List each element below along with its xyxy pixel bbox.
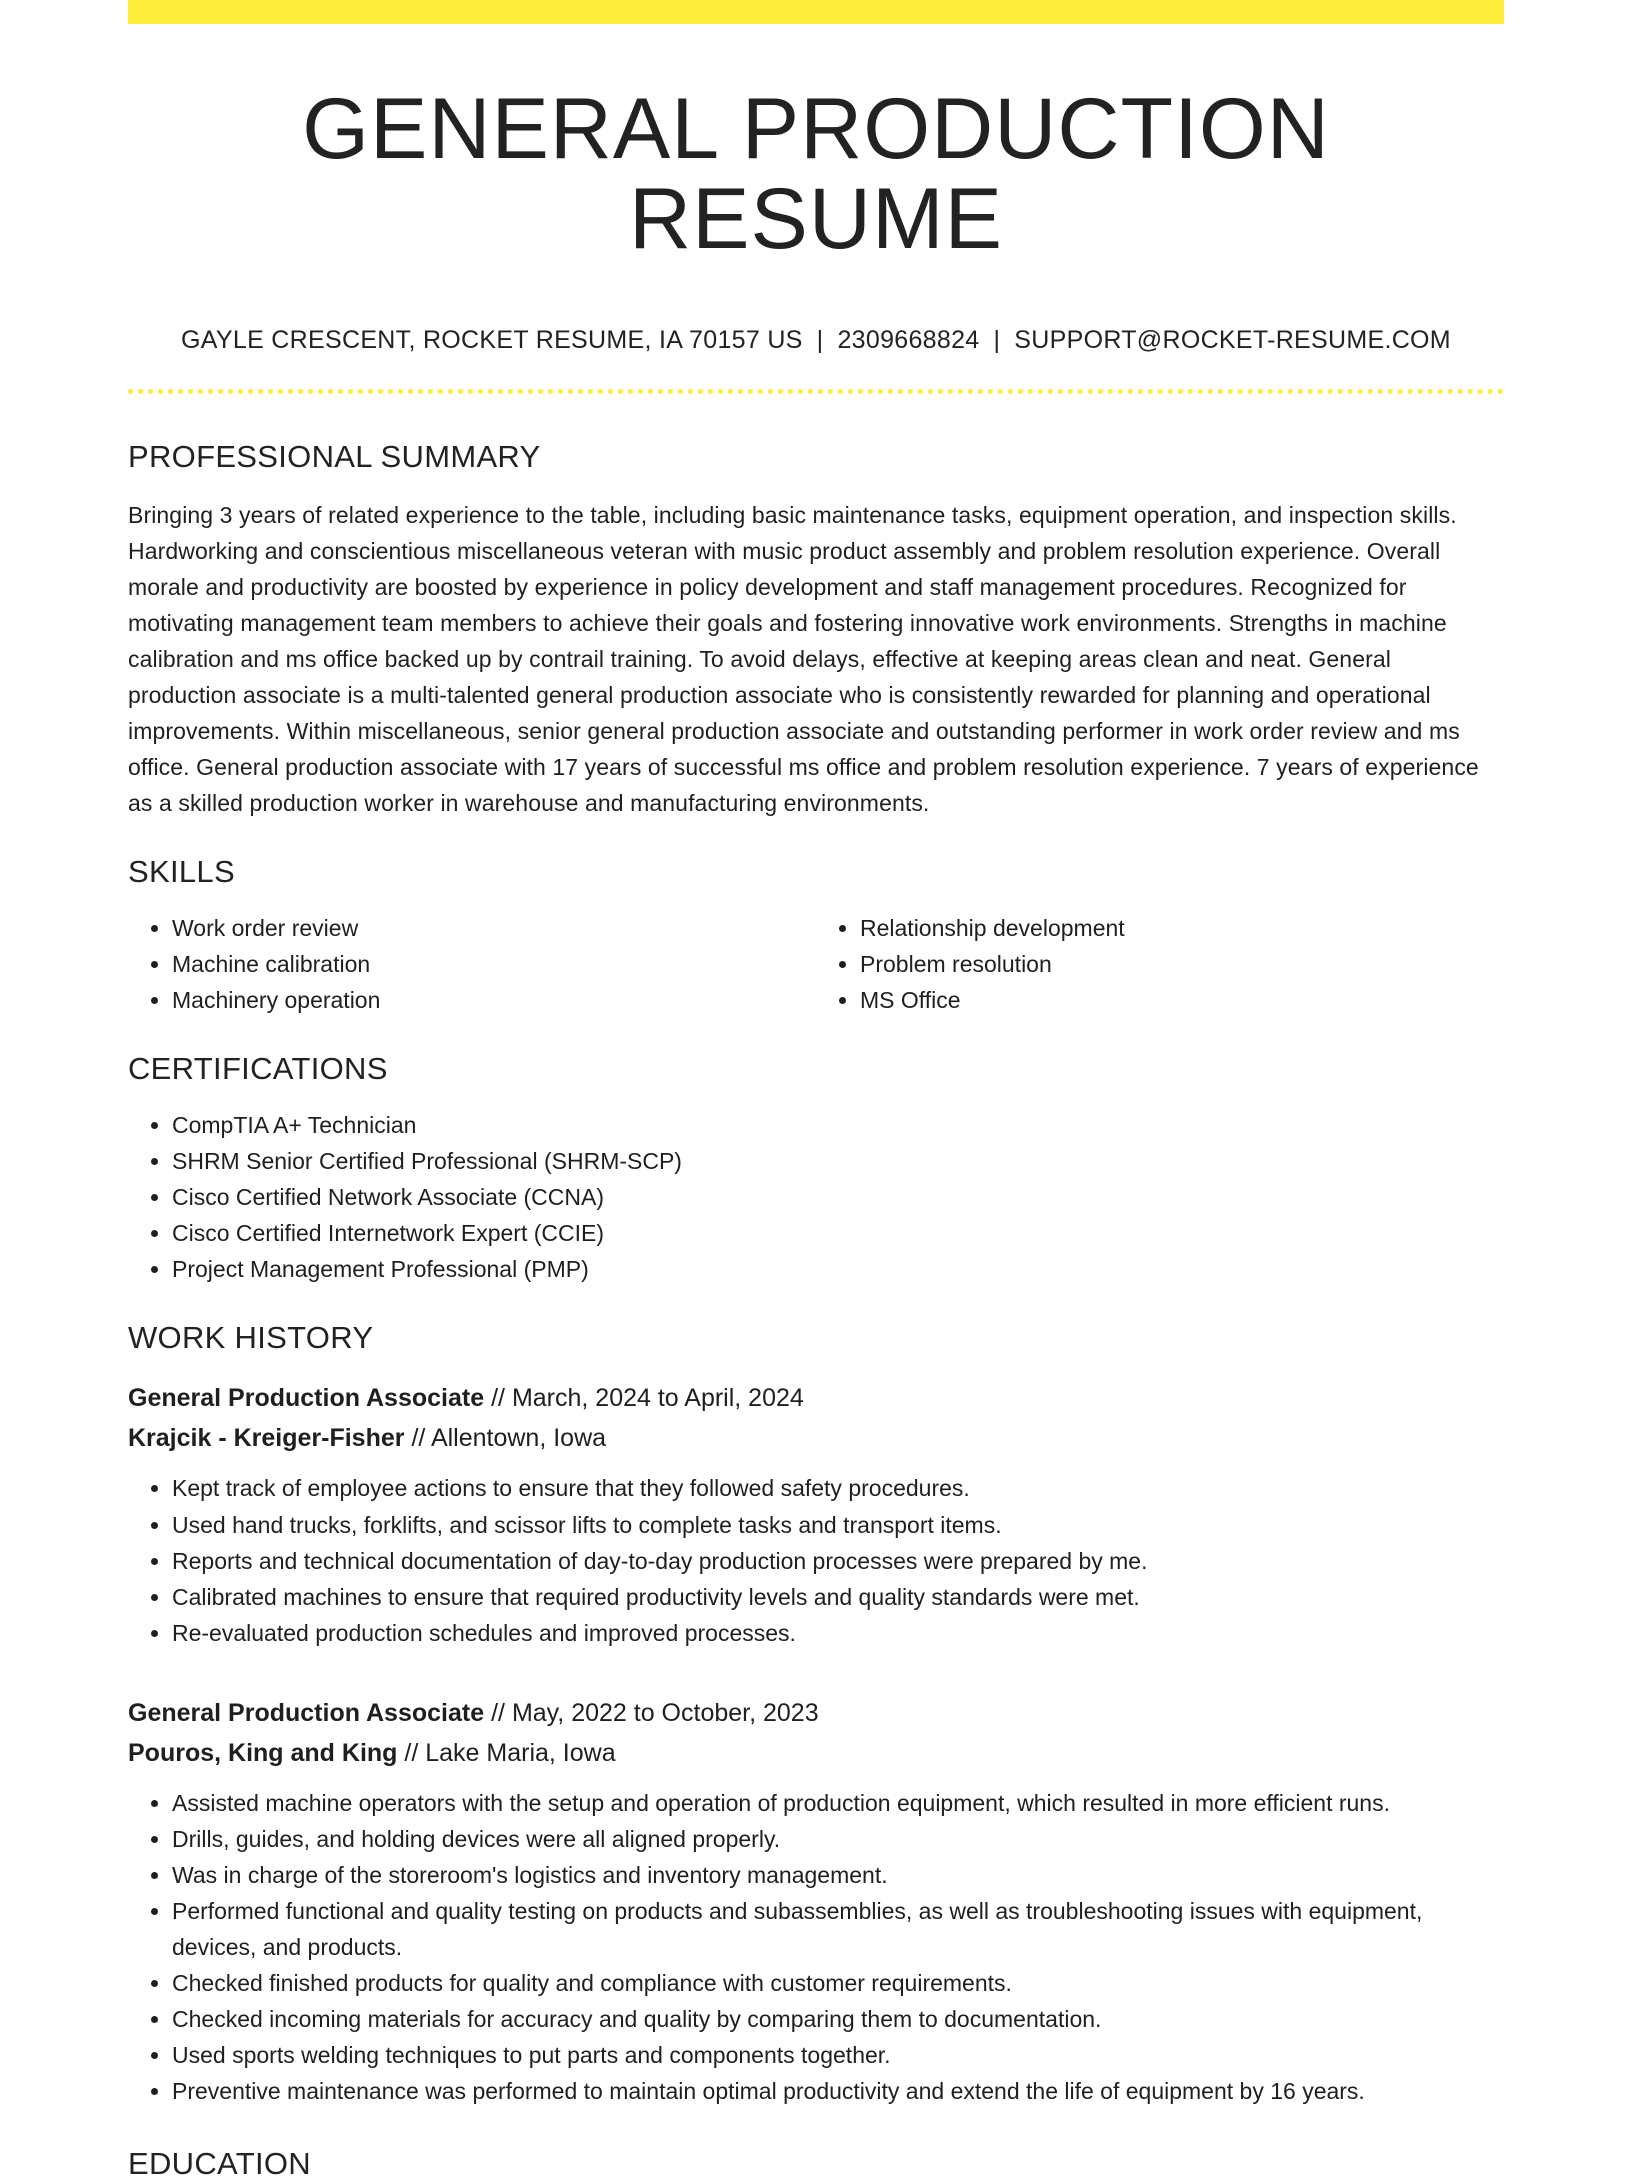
certification-item: • Cisco Certified Internetwork Expert (CCIE) <box>172 1215 1504 1251</box>
top-accent-bar <box>128 0 1504 24</box>
job-bullets <box>128 1785 1504 2109</box>
skill-item: • Machinery operation <box>172 982 816 1018</box>
header-divider <box>128 389 1504 394</box>
job-bullet: • Used sports welding techniques to put parts and components together. <box>172 2037 1504 2073</box>
job-bullet: • Preventive maintenance was performed to maintain optimal productivity and extend the life of equipment by 16 years. <box>172 2073 1504 2109</box>
work-history-heading: WORK HISTORY <box>128 1320 374 1356</box>
job-bullet: • Drills, guides, and holding devices were all aligned properly. <box>172 1821 1504 1857</box>
job-entry <box>128 1693 1504 2109</box>
job-bullet: • Kept track of employee actions to ensure that they followed safety procedures. <box>172 1470 1504 1506</box>
job-separator: // <box>404 1739 419 1768</box>
certification-item: • SHRM Senior Certified Professional (SHRM-SCP) <box>172 1143 1504 1179</box>
skill-item: • Relationship development <box>860 910 1504 946</box>
summary-heading: PROFESSIONAL SUMMARY <box>128 438 541 474</box>
skill-item: • MS Office <box>860 982 1504 1018</box>
contact-phone: 2309668824 <box>837 325 980 354</box>
certification-item: • Cisco Certified Network Associate (CCNA) <box>172 1179 1504 1215</box>
job-bullet: • Calibrated machines to ensure that required productivity levels and quality standards were met. <box>172 1579 1504 1615</box>
job-company: Pouros, King and King <box>128 1739 398 1768</box>
skill-item: • Work order review <box>172 910 816 946</box>
contact-separator: | <box>993 325 1001 354</box>
job-title-line <box>128 1693 1504 1733</box>
job-company-line <box>128 1418 1504 1458</box>
education-heading: EDUCATION <box>128 2146 311 2182</box>
job-bullet: • Re-evaluated production schedules and improved processes. <box>172 1615 1504 1651</box>
job-separator: // <box>491 1384 505 1413</box>
job-location: Allentown, Iowa <box>430 1424 607 1453</box>
job-dates: March, 2024 to April, 2024 <box>511 1384 804 1413</box>
certification-item: • Project Management Professional (PMP) <box>172 1251 1504 1287</box>
job-bullet: • Used hand trucks, forklifts, and scissor lifts to complete tasks and transport items. <box>172 1507 1504 1543</box>
job-separator: // <box>411 1424 426 1453</box>
certification-item: • CompTIA A+ Technician <box>172 1107 1504 1143</box>
job-bullet: • Checked finished products for quality and compliance with customer requirements. <box>172 1965 1504 2001</box>
certifications-heading: CERTIFICATIONS <box>128 1050 388 1086</box>
job-dates: May, 2022 to October, 2023 <box>511 1699 819 1728</box>
skills-list-left <box>128 910 816 1018</box>
job-bullet: • Assisted machine operators with the setup and operation of production equipment, which resulted in more efficient runs. <box>172 1785 1504 1821</box>
job-title: General Production Associate <box>128 1384 485 1413</box>
summary-text: Bringing 3 years of related experience to the table, including basic maintenance tasks, equipment operation, and inspection skills. Hardworking and conscientious miscellaneous veteran with music product assembly and problem resolution experience. Overall morale and productivity are boosted by experience in policy development and staff management procedures. Recognized for motivating management team members to achieve their goals and fostering innovative work environments. Strengths in machine calibration and ms office backed up by contrail training. To avoid delays, effective at keeping areas clean and neat. General production associate is a multi-talented general production associate who is consistently rewarded for planning and operational improvements. Within miscellaneous, senior general production associate and outstanding performer in work order review and ms office. General production associate with 17 years of successful ms office and problem resolution experience. 7 years of experience as a skilled production worker in warehouse and manufacturing environments. <box>128 501 1479 816</box>
job-company: Krajcik - Kreiger-Fisher <box>128 1424 405 1453</box>
contact-email: SUPPORT@ROCKET-RESUME.COM <box>1014 325 1451 354</box>
job-bullet: • Performed functional and quality testing on products and subassemblies, as well as troubleshooting issues with equipment, devices, and products. <box>172 1893 1504 1965</box>
job-title: General Production Associate <box>128 1699 485 1728</box>
contact-separator: | <box>816 325 824 354</box>
skills-columns <box>128 910 1504 1018</box>
job-location: Lake Maria, Iowa <box>425 1739 616 1768</box>
job-company-line <box>128 1733 1504 1773</box>
certifications-list <box>128 1107 1504 1287</box>
job-bullet: • Was in charge of the storeroom's logistics and inventory management. <box>172 1857 1504 1893</box>
job-title-line <box>128 1378 1504 1418</box>
job-entry <box>128 1378 1504 1651</box>
skills-list-right <box>816 910 1504 1018</box>
job-bullet: • Reports and technical documentation of day-to-day production processes were prepared by me. <box>172 1543 1504 1579</box>
contact-address: GAYLE CRESCENT, ROCKET RESUME, IA 70157 US <box>181 325 803 354</box>
skill-item: • Machine calibration <box>172 946 816 982</box>
job-bullets <box>128 1470 1504 1651</box>
resume-page <box>128 0 1504 2183</box>
skills-heading: SKILLS <box>128 853 235 889</box>
resume-title: GENERAL PRODUCTION RESUME <box>302 81 1330 268</box>
job-separator: // <box>491 1699 505 1728</box>
skill-item: • Problem resolution <box>860 946 1504 982</box>
job-bullet: • Checked incoming materials for accuracy and quality by comparing them to documentation. <box>172 2001 1504 2037</box>
contact-line <box>128 325 1504 355</box>
